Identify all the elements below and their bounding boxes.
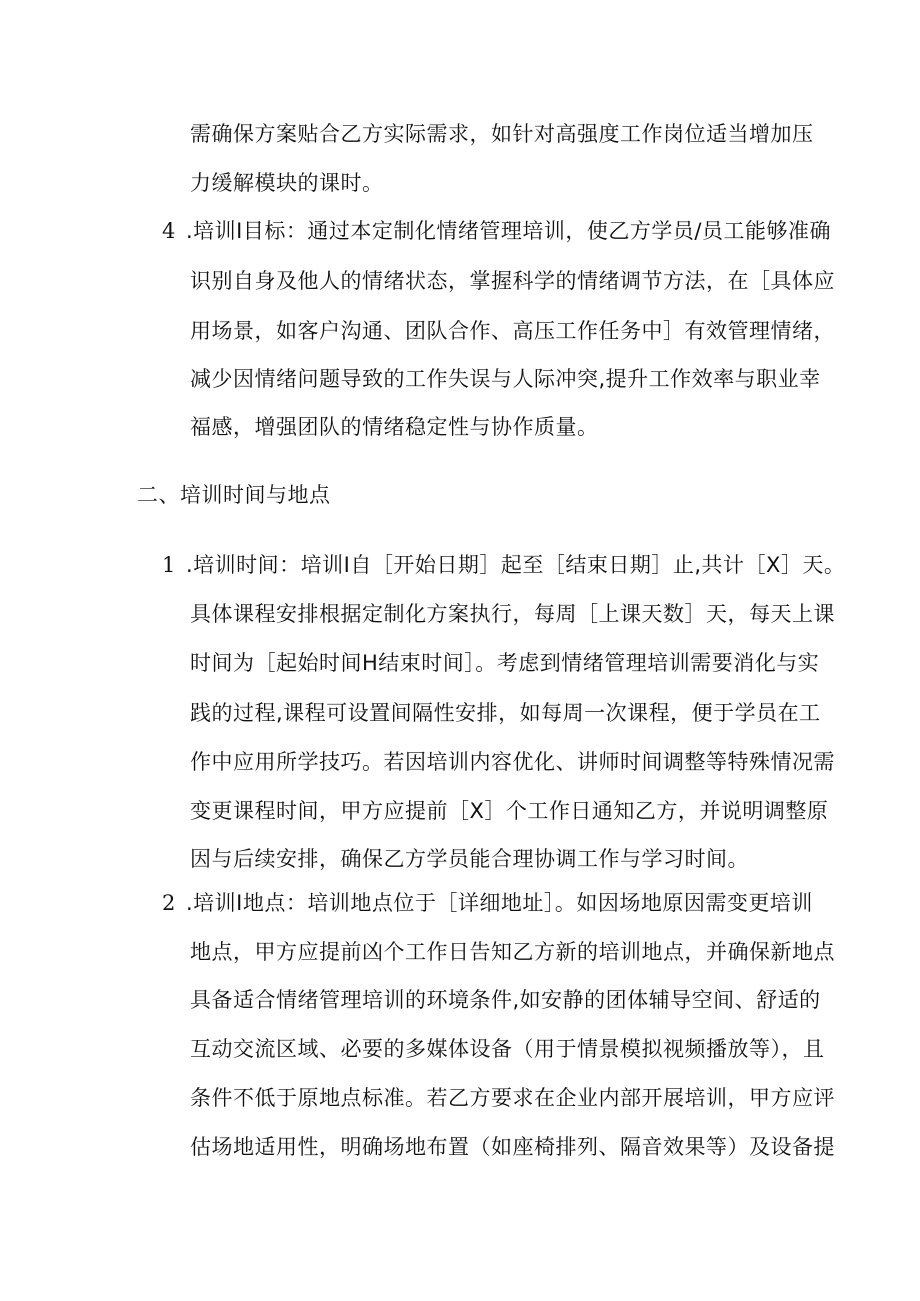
paragraph-line: 识别自身及他人的情绪状态，掌握科学的情绪调节方法，在［具体应 [190,269,835,293]
paragraph-line: 互动交流区域、必要的多媒体设备（用于情景模拟视频播放等），且 [190,1037,825,1061]
list-number: 2 [162,891,176,915]
paragraph-line: 福感，增强团队的情绪稳定性与协作质量。 [190,415,599,439]
paragraph-line: 作中应用所学技巧。若因培训内容优化、讲师时间调整等特殊情况需 [190,750,835,774]
paragraph-line: 践的过程,课程可设置间隔性安排，如每周一次课程，便于学员在工 [190,701,821,725]
paragraph-line: 地点，甲方应提前凶个工作日告知乙方新的培训地点，并确保新地点 [190,940,835,964]
paragraph-line: .培训I地点：培训地点位于［详细地址］。如因场地原因需变更培训 [186,891,813,915]
paragraph-line: .培训I目标：通过本定制化情绪管理培训，使乙方学员/员工能够准确 [186,219,831,243]
paragraph-line: 条件不低于原地点标准。若乙方要求在企业内部开展培训，甲方应评 [190,1086,835,1110]
paragraph-line: 力缓解模块的课时。 [190,171,384,195]
paragraph-line: 用场景，如客户沟通、团队合作、高压工作任务中］有效管理情绪， [190,319,835,343]
paragraph-line: 因与后续安排，确保乙方学员能合理协调工作与学习时间。 [190,847,749,871]
paragraph-line: 具体课程安排根据定制化方案执行，每周［上课天数］天，每天上课 [190,602,835,626]
paragraph-line: 估场地适用性，明确场地布置（如座椅排列、隔音效果等）及设备提 [190,1135,835,1159]
paragraph-line: 具备适合情绪管理培训的环境条件,如安静的团体辅导空间、舒适的 [190,988,821,1012]
list-number: 4 [162,219,176,243]
list-number: 1 [162,553,176,577]
paragraph-line: .培训时间：培训I自［开始日期］起至［结束日期］止,共计［X］天。 [186,553,846,577]
paragraph-line: 变更课程时间，甲方应提前［X］个工作日通知乙方，并说明调整原 [190,799,829,823]
paragraph-line: 需确保方案贴合乙方实际需求，如针对高强度工作岗位适当增加压 [190,122,814,146]
section-heading: 二、培训时间与地点 [137,483,331,507]
paragraph-line: 减少因情绪问题导致的工作失误与人际冲突,提升工作效率与职业幸 [190,367,821,391]
paragraph-line: 时间为［起始时间H结束时间］。考虑到情绪管理培训需要消化与实 [190,651,820,675]
